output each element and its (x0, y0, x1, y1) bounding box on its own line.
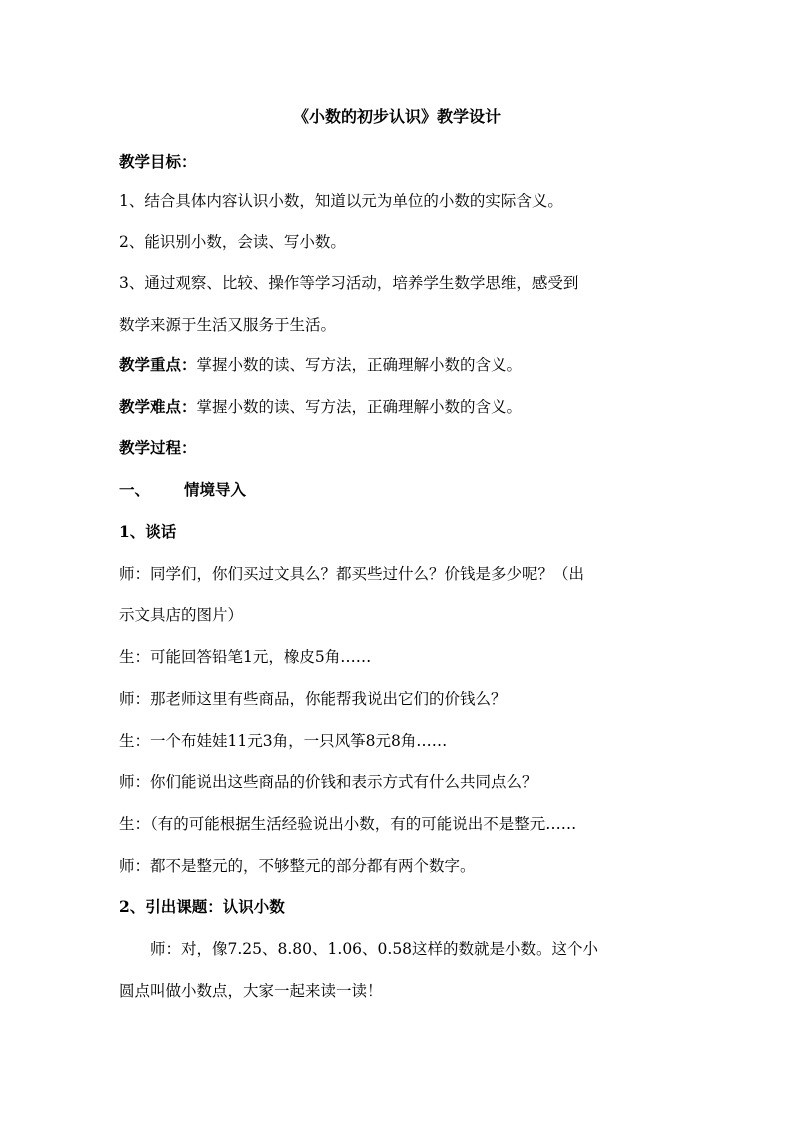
dialogue-line-4: 师：那老师这里有些商品，你能帮我说出它们的价钱么？ (119, 690, 507, 708)
key-point-text: 掌握小数的读、写方法，正确理解小数的含义。 (196, 356, 523, 374)
dialogue-line-7: 生：（有的可能根据生活经验说出小数，有的可能说出不是整元…… (119, 815, 577, 833)
intro-line-1: 师：对，像7.25、8.80、1.06、0.58这样的数就是小数。这个小 (150, 940, 599, 958)
dialogue-line-6: 师：你们能说出这些商品的价钱和表示方式有什么共同点么？ (119, 773, 538, 791)
document-title: 《小数的初步认识》教学设计 (292, 107, 501, 126)
process-heading: 教学过程： (119, 438, 197, 457)
objective-line-2: 2、能识别小数，会读、写小数。 (119, 233, 346, 251)
section-1-title: 情境导入 (184, 480, 247, 499)
section-1-number: 一、 (119, 480, 151, 499)
difficult-point (119, 396, 689, 418)
dialogue-line-3: 生：可能回答铅笔1元，橡皮5角…… (119, 648, 372, 666)
difficult-point-label: 教学难点： (119, 397, 197, 416)
section-1-heading (119, 479, 689, 501)
key-point (119, 354, 689, 376)
dialogue-line-1: 师：同学们，你们买过文具么？都买些过什么？价钱是多少呢？（出 (119, 565, 585, 583)
objective-line-3: 3、通过观察、比较、操作等学习活动，培养学生数学思维，感受到 (119, 274, 579, 292)
objective-line-3-continued: 数学来源于生活又服务于生活。 (119, 316, 337, 334)
sub-2-heading: 2、引出课题：认识小数 (119, 897, 285, 916)
dialogue-line-5: 生：一个布娃娃11元3角，一只风筝8元8角…… (119, 732, 448, 750)
dialogue-line-8: 师：都不是整元的，不够整元的部分都有两个数字。 (119, 857, 476, 875)
objective-line-1: 1、结合具体内容认识小数，知道以元为单位的小数的实际含义。 (119, 192, 563, 210)
difficult-point-text: 掌握小数的读、写方法，正确理解小数的含义。 (196, 398, 523, 416)
objectives-heading: 教学目标： (119, 152, 197, 171)
intro-line-2: 圆点叫做小数点，大家一起来读一读！ (119, 982, 383, 1000)
key-point-label: 教学重点： (119, 355, 197, 374)
dialogue-line-2: 示文具店的图片） (119, 606, 244, 624)
sub-1-heading: 1、谈话 (119, 522, 177, 541)
